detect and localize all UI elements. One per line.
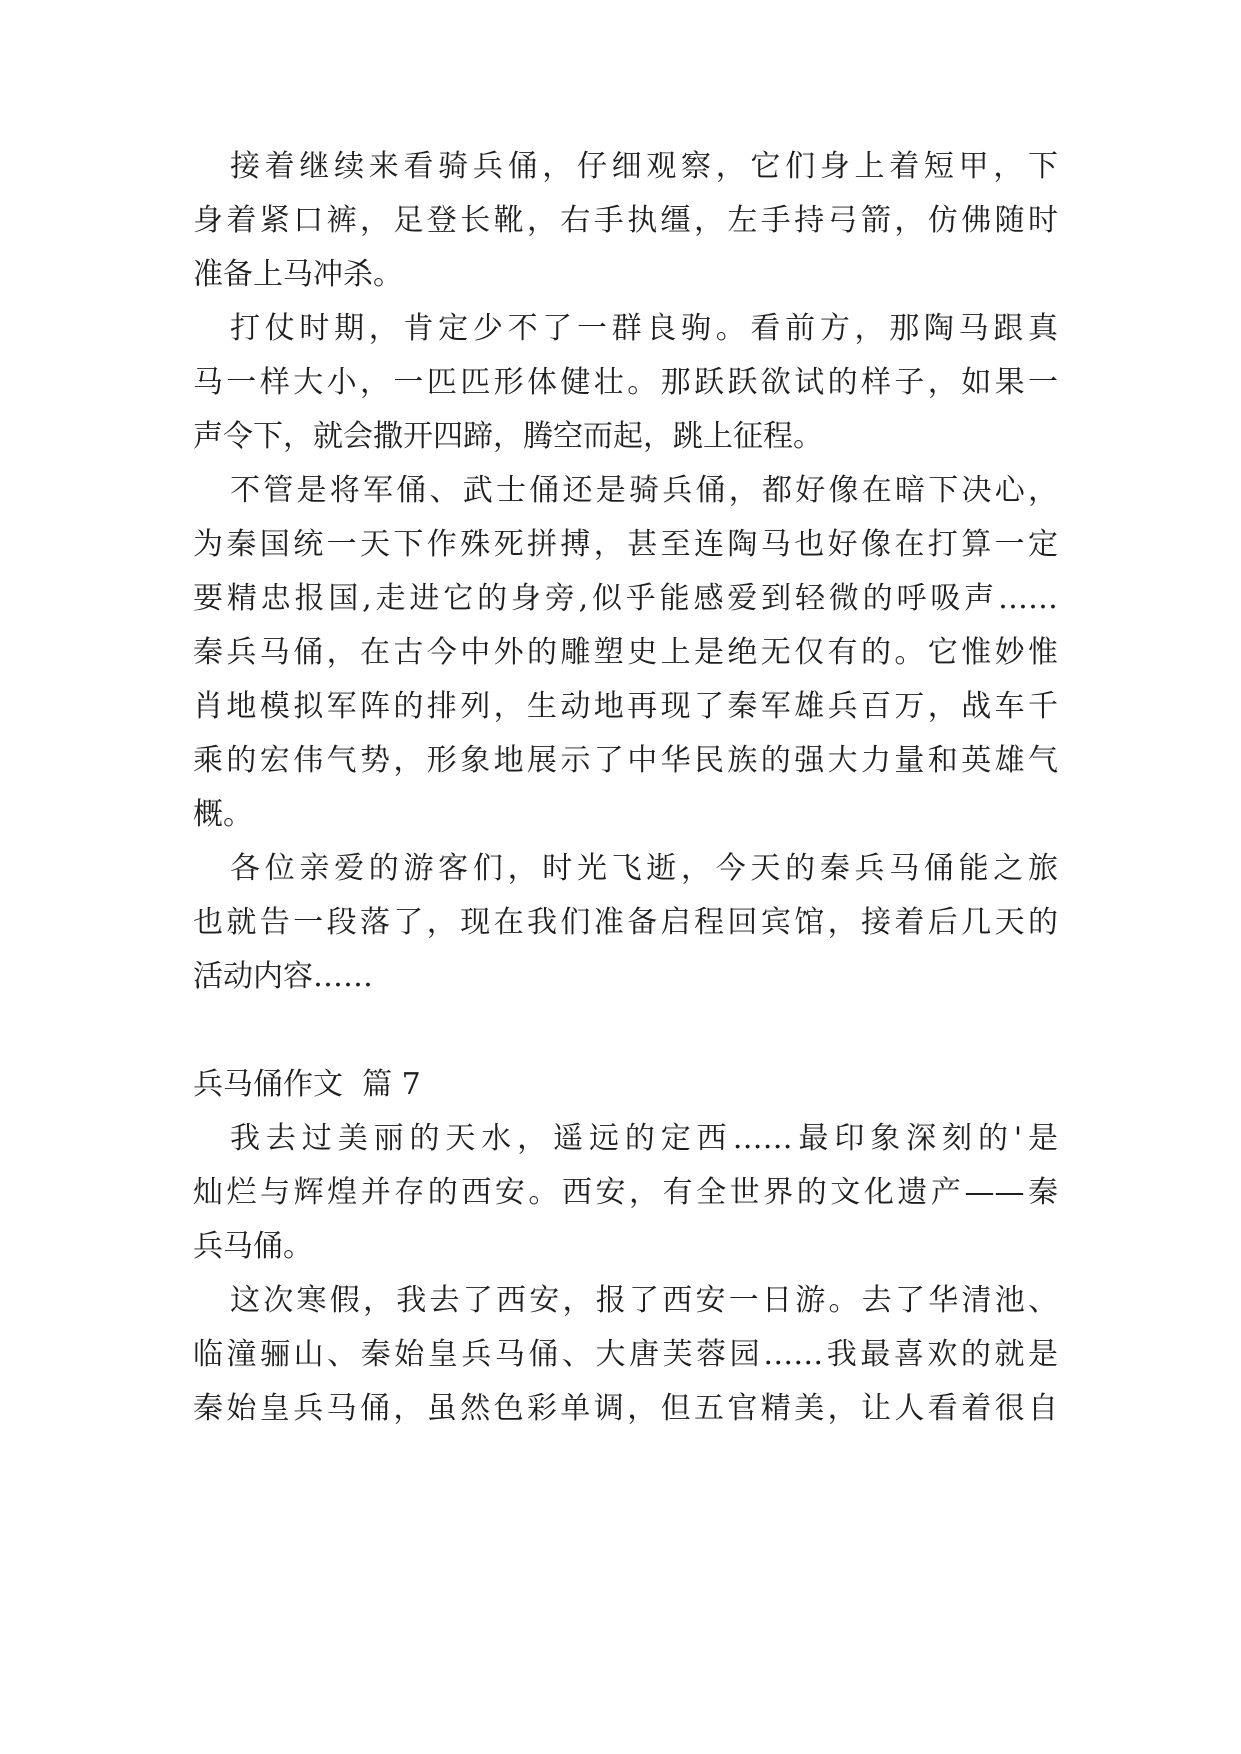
paragraph-horses-line-3: 声令下，就会撒开四蹄，腾空而起，跳上征程。 bbox=[193, 419, 823, 454]
paragraph-resolve-line-7: 概。 bbox=[193, 797, 253, 832]
paragraph-cavalry-line-2: 身着紧口裤，足登长靴，右手执缰，左手持弓箭，仿佛随时 bbox=[193, 203, 1058, 238]
paragraph-horses-line-2: 马一样大小，一匹匹形体健壮。那跃跃欲试的样子，如果一 bbox=[193, 365, 1058, 400]
paragraph-resolve-line-1: 不管是将军俑、武士俑还是骑兵俑，都好像在暗下决心， bbox=[230, 473, 1058, 508]
paragraph-farewell-line-3: 活动内容…… bbox=[193, 959, 373, 994]
paragraph-cavalry-line-1: 接着继续来看骑兵俑，仔细观察，它们身上着短甲，下 bbox=[230, 149, 1058, 184]
paragraph-resolve-line-4: 秦兵马俑，在古今中外的雕塑史上是绝无仅有的。它惟妙惟 bbox=[193, 635, 1058, 670]
paragraph-resolve-line-3: 要精忠报国,走进它的身旁,似乎能感爱到轻微的呼吸声…… bbox=[193, 581, 1058, 616]
paragraph-xian-line-3: 兵马俑。 bbox=[193, 1229, 313, 1264]
paragraph-winter-trip-line-1: 这次寒假，我去了西安，报了西安一日游。去了华清池、 bbox=[230, 1283, 1058, 1318]
paragraph-cavalry-line-3: 准备上马冲杀。 bbox=[193, 257, 403, 292]
paragraph-resolve-line-5: 肖地模拟军阵的排列，生动地再现了秦军雄兵百万，战车千 bbox=[193, 689, 1058, 724]
paragraph-farewell-line-2: 也就告一段落了，现在我们准备启程回宾馆，接着后几天的 bbox=[193, 905, 1058, 940]
paragraph-horses-line-1: 打仗时期，肯定少不了一群良驹。看前方，那陶马跟真 bbox=[230, 311, 1058, 346]
section-heading: 兵马俑作文 篇 7 bbox=[193, 1067, 421, 1102]
paragraph-xian-line-1: 我去过美丽的天水，遥远的定西……最印象深刻的'是 bbox=[230, 1121, 1058, 1156]
paragraph-winter-trip-line-3: 秦始皇兵马俑，虽然色彩单调，但五官精美，让人看着很自 bbox=[193, 1391, 1058, 1426]
paragraph-xian-line-2: 灿烂与辉煌并存的西安。西安，有全世界的文化遗产——秦 bbox=[193, 1175, 1058, 1210]
paragraph-resolve-line-2: 为秦国统一天下作殊死拼搏，甚至连陶马也好像在打算一定 bbox=[193, 527, 1058, 562]
paragraph-farewell-line-1: 各位亲爱的游客们，时光飞逝，今天的秦兵马俑能之旅 bbox=[230, 851, 1058, 886]
paragraph-winter-trip-line-2: 临潼骊山、秦始皇兵马俑、大唐芙蓉园……我最喜欢的就是 bbox=[193, 1337, 1058, 1372]
paragraph-resolve-line-6: 乘的宏伟气势，形象地展示了中华民族的强大力量和英雄气 bbox=[193, 743, 1058, 778]
